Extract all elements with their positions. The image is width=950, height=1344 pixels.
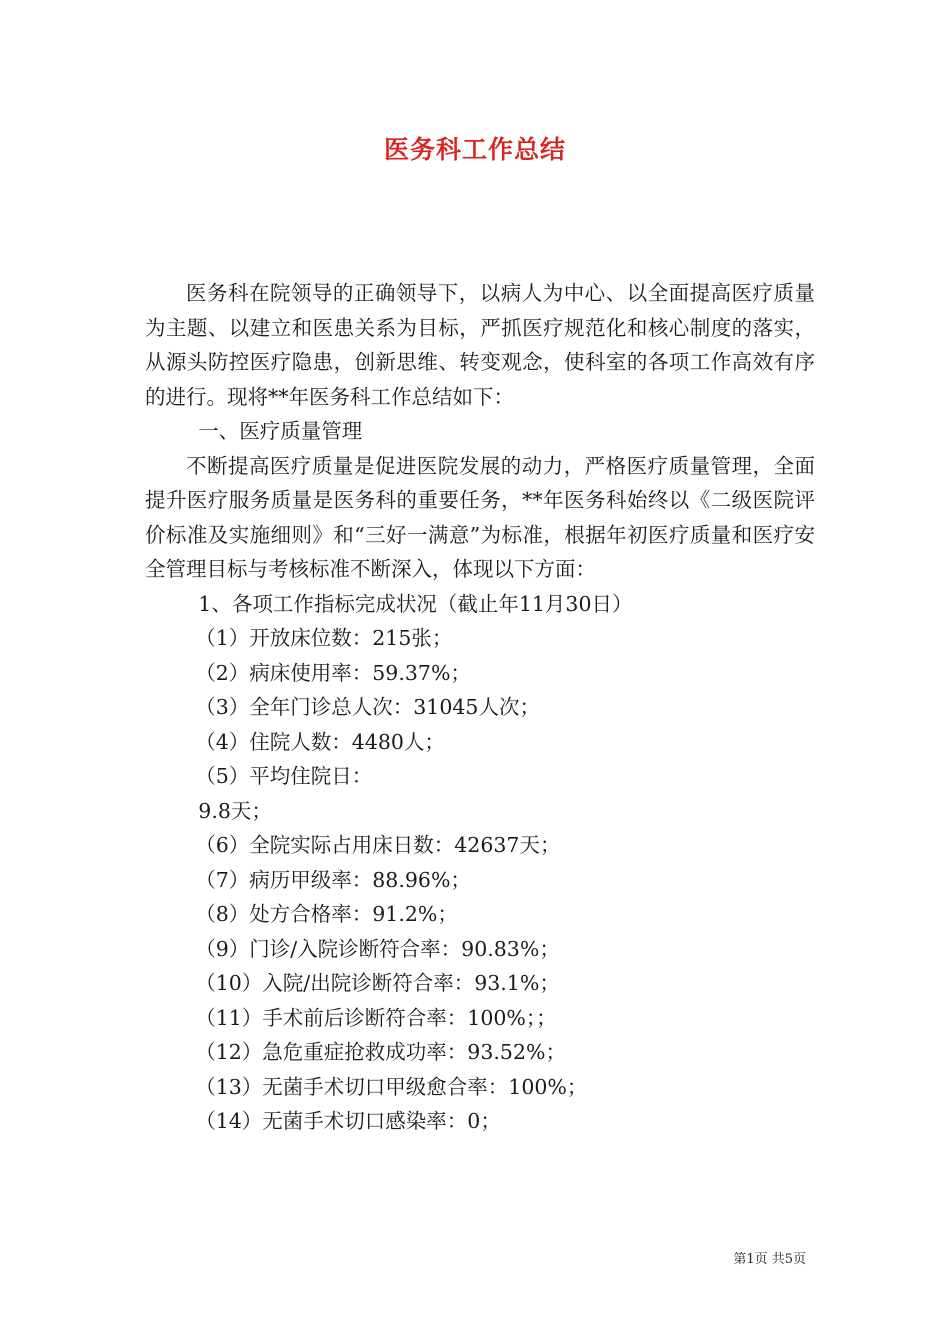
list-item: （5）平均住院日：	[195, 764, 373, 788]
page-number: 第1页 共5页	[733, 1252, 806, 1267]
list-item: （1）开放床位数：215张；	[195, 626, 453, 650]
list-item: （10）入院/出院诊断符合率：93.1%；	[195, 971, 560, 995]
subsection-heading: 1、各项工作指标完成状况（截止年11月30日）	[198, 591, 633, 616]
list-item: （3）全年门诊总人次：31045人次；	[195, 695, 540, 719]
list-item: （4）住院人数：4480人；	[195, 729, 445, 754]
list-item: （7）病历甲级率：88.96%；	[195, 867, 471, 892]
list-item: （6）全院实际占用床日数：42637天；	[195, 833, 561, 857]
intro-paragraph: 医务科在院领导的正确领导下，以病人为中心、以全面提高医疗质量为主题、以建立和医患关系为目标，严抓医疗规范化和核心制度的落实，从源头防控医疗隐患，创新思维、转变观念，使科室的各项工作高效有序的进行。现将**年医务科工作总结如下：	[145, 281, 815, 409]
list-item: （8）处方合格率：91.2%；	[195, 902, 458, 926]
list-item: （14）无菌手术切口感染率：0；	[195, 1109, 501, 1133]
list-item: （13）无菌手术切口甲级愈合率：100%；	[195, 1074, 588, 1099]
list-item: （11）手术前后诊断符合率：100%；；	[195, 1005, 557, 1030]
document-body	[145, 276, 815, 1139]
list-item: （12）急危重症抢救成功率：93.52%；	[195, 1040, 566, 1064]
list-item-continuation: 9.8天；	[198, 798, 272, 823]
list-item: （2）病床使用率：59.37%；	[195, 660, 471, 685]
list-item: （9）门诊/入院诊断符合率：90.83%；	[195, 936, 560, 961]
section-heading: 一、医疗质量管理	[198, 419, 363, 443]
document-title: 医务科工作总结	[383, 135, 566, 164]
section-paragraph: 不断提高医疗质量是促进医院发展的动力，严格医疗质量管理，全面提升医疗服务质量是医务科的重要任务，**年医务科始终以《二级医院评价标准及实施细则》和“三好一满意”为标准，根据年初医疗质量和医疗安全管理目标与考核标准不断深入，体现以下方面：	[145, 453, 815, 581]
